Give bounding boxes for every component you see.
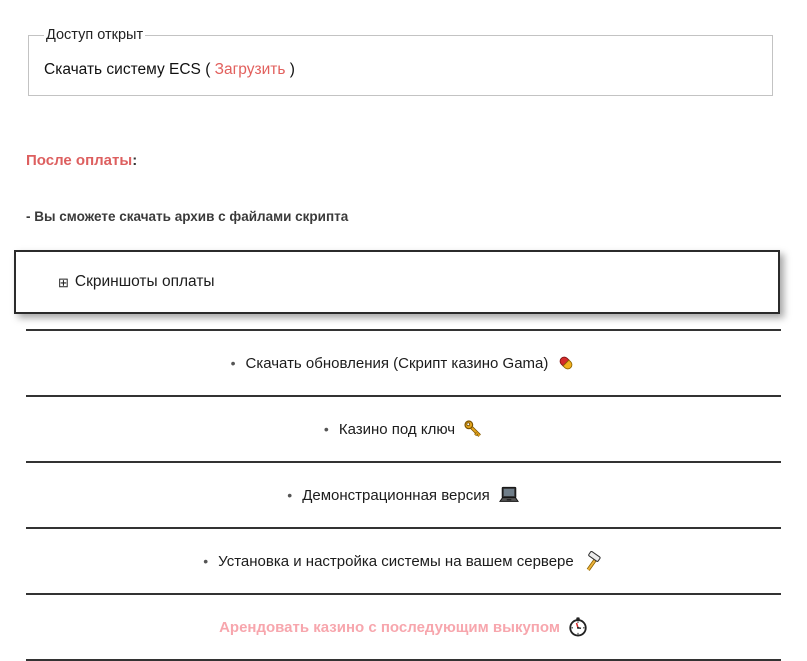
after-payment-note: - Вы сможете скачать архив с файлами скрипта — [26, 209, 349, 224]
download-text-after: ) — [285, 61, 295, 78]
laptop-icon — [498, 485, 520, 505]
download-system-line — [44, 61, 758, 79]
bullet-icon: • — [203, 553, 209, 569]
clock-icon — [568, 617, 588, 637]
list-item-label: Арендовать казино с последующим выкупом — [219, 618, 560, 636]
list-item[interactable] — [0, 331, 807, 395]
download-link[interactable]: Загрузить — [214, 61, 286, 78]
hammer-icon — [582, 551, 604, 572]
services-list — [0, 329, 807, 661]
list-item-label: Казино под ключ — [338, 420, 456, 438]
access-open-legend: Доступ открыт — [46, 27, 144, 43]
bullet-icon: • — [287, 487, 293, 503]
after-payment-heading-text: После оплаты — [26, 152, 133, 169]
payment-screenshots-expander[interactable] — [14, 250, 780, 314]
expand-plus-icon[interactable]: ⊞ — [58, 274, 69, 290]
list-item[interactable] — [0, 529, 807, 593]
list-item[interactable] — [0, 397, 807, 461]
after-payment-heading — [26, 152, 807, 169]
key-icon — [463, 419, 483, 439]
download-text-before: Скачать систему ECS ( — [44, 61, 215, 78]
bullet-icon: • — [230, 355, 236, 371]
payment-screenshots-label: Скриншоты оплаты — [74, 273, 215, 290]
list-item-label: Демонстрационная версия — [302, 486, 490, 504]
bullet-icon: • — [323, 421, 329, 437]
list-item-label: Скачать обновления (Скрипт казино Gama) — [245, 354, 549, 372]
list-item[interactable] — [0, 463, 807, 527]
after-payment-heading-colon: : — [132, 152, 138, 169]
pill-icon — [556, 353, 576, 373]
access-open-fieldset — [28, 27, 773, 96]
list-item[interactable] — [0, 595, 807, 659]
list-item-label: Установка и настройка системы на вашем сервере — [218, 552, 574, 570]
